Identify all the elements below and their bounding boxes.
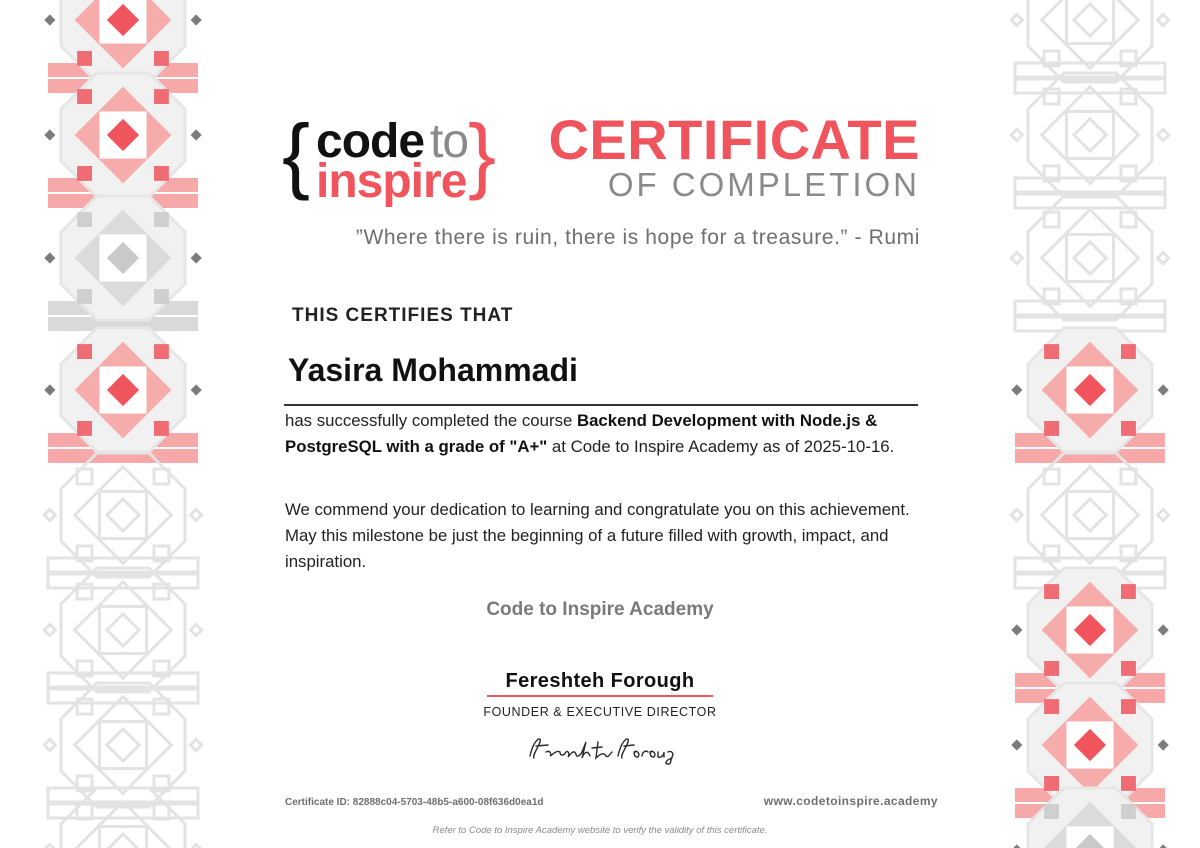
certificate-subtitle: OF COMPLETION <box>607 166 920 203</box>
completion-statement <box>285 408 925 460</box>
certifies-label: THIS CERTIFIES THAT <box>292 305 514 326</box>
handwritten-signature <box>520 730 680 766</box>
rumi-quote: ”Where there is ruin, there is hope for a treasure.” - Rumi <box>355 226 920 249</box>
signer-name: Fereshteh Forough <box>505 670 695 692</box>
logo-word-code: code <box>316 115 425 168</box>
logo-brace-right: } <box>468 107 497 201</box>
academy-name: Code to Inspire Academy <box>486 599 714 620</box>
verification-note: Refer to Code to Inspire Academy website to verify the validity of this certificate. <box>432 825 768 836</box>
completion-intro: has successfully completed the course <box>285 411 577 430</box>
logo-word-inspire: inspire <box>316 155 467 208</box>
code-to-inspire-logo <box>282 107 502 208</box>
completion-date-text: at Code to Inspire Academy as of 2025-10-16. <box>547 437 895 456</box>
certificate-id: Certificate ID: 82888c04-5703-48b5-a600-08f636d0ea1d <box>285 797 544 808</box>
logo-word-to: to <box>430 115 469 168</box>
name-underline <box>284 404 918 406</box>
commendation-paragraph: We commend your dedication to learning and congratulate you on this achievement. May this milestone be just the beginning of a future filled with growth, impact, and inspiration. <box>285 500 910 571</box>
geometric-pattern-left-icon <box>28 0 218 848</box>
recipient-name: Yasira Mohammadi <box>288 352 578 388</box>
signer-role: FOUNDER & EXECUTIVE DIRECTOR <box>483 705 717 719</box>
signer-underline <box>487 695 713 697</box>
website-link[interactable]: www.codetoinspire.academy <box>763 794 938 808</box>
course-name: Backend Development with Node.js & PostgreSQL with a grade of "A+" <box>285 411 878 456</box>
geometric-pattern-right-icon <box>990 0 1190 848</box>
logo-brace-left: { <box>282 107 311 201</box>
certificate-title: CERTIFICATE <box>548 108 920 171</box>
